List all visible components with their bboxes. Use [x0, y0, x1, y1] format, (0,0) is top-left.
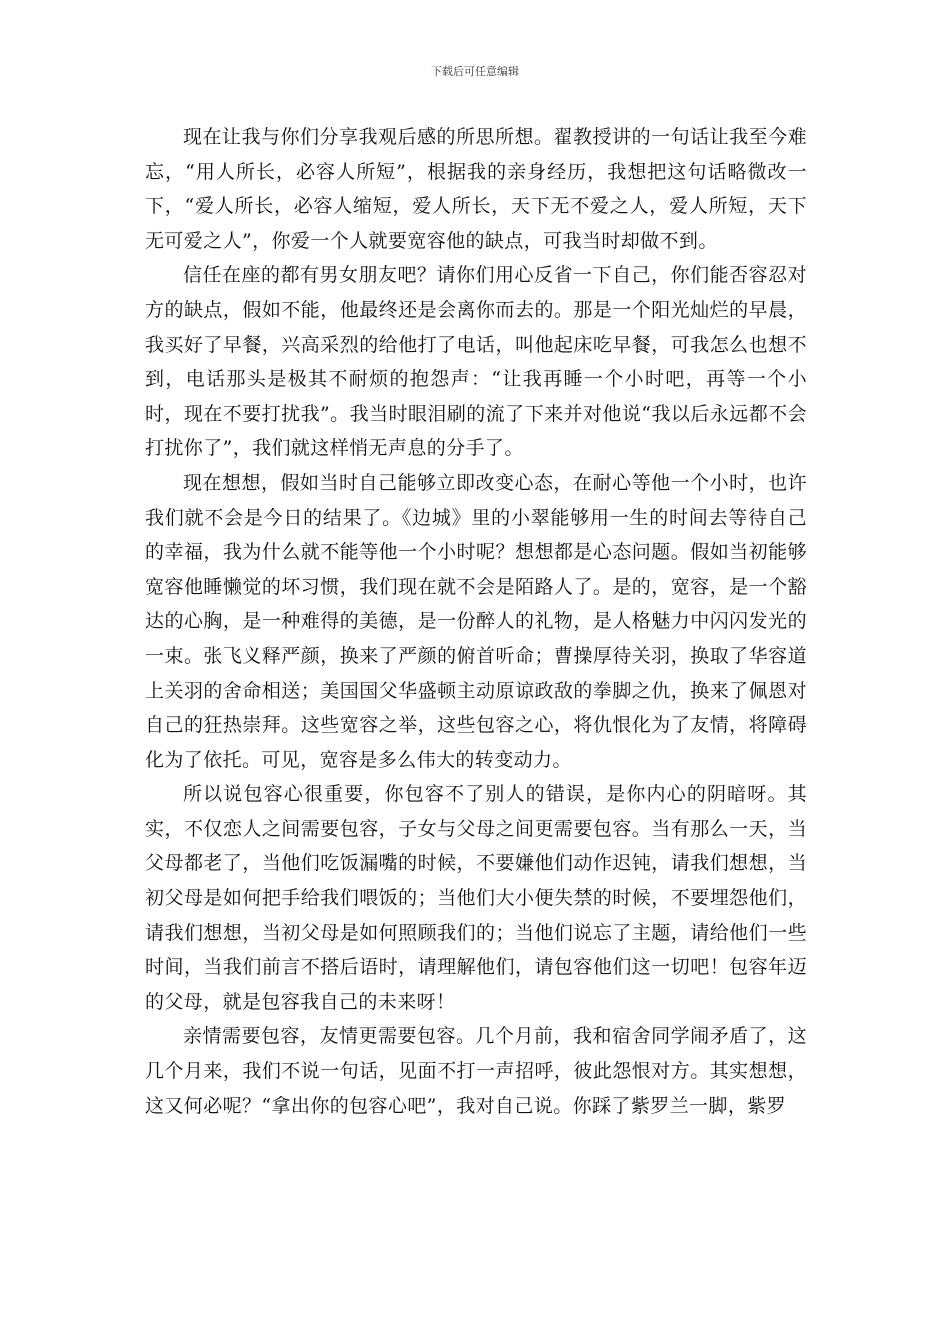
paragraph-5: 亲情需要包容，友情更需要包容。几个月前，我和宿舍同学闹矛盾了，这几个月来，我们不说一句话，见面不打一声招呼，彼此怨恨对方。其实想想，这又何必呢？“拿出你的包容心吧”，我对自己说。你踩了紫罗兰一脚，紫罗 [145, 1025, 807, 1117]
paragraph-1: 现在让我与你们分享我观后感的所思所想。翟教授讲的一句话让我至今难忘，“用人所长，必容人所短”，根据我的亲身经历，我想把这句话略微改一下，“爱人所长，必容人缩短，爱人所长，天下无不爱之人，爱人所短，天下无可爱之人”，你爱一个人就要宽容他的缺点，可我当时却做不到。 [145, 126, 807, 252]
paragraph-3: 现在想想，假如当时自己能够立即改变心态，在耐心等他一个小时，也许我们就不会是今日的结果了。《边城》里的小翠能够用一生的时间去等待自己的幸福，我为什么就不能等他一个小时呢？想想都是心态问题。假如当初能够宽容他睡懒觉的坏习惯，我们现在就不会是陌路人了。是的，宽容，是一个豁达的心胸，是一种难得的美德，是一份醉人的礼物，是人格魅力中闪闪发光的一束。张飞义释严颜，换来了严颜的俯首听命；曹操厚待关羽，换取了华容道上关羽的舍命相送；美国国父华盛顿主动原谅政敌的拳脚之仇，换来了佩恩对自己的狂热崇拜。这些宽容之举，这些包容之心，将仇恨化为了友情，将障碍化为了依托。可见，宽容是多么伟大的转变动力。 [145, 471, 807, 771]
document-body [145, 120, 807, 1123]
paragraph-4: 所以说包容心很重要，你包容不了别人的错误，是你内心的阴暗呀。其实，不仅恋人之间需要包容，子女与父母之间更需要包容。当有那么一天，当父母都老了，当他们吃饭漏嘴的时候，不要嫌他们动作迟钝，请我们想想，当初父母是如何把手给我们喂饭的；当他们大小便失禁的时候，不要埋怨他们，请我们想想，当初父母是如何照顾我们的；当他们说忘了主题，请给他们一些时间，当我们前言不搭后语时，请理解他们，请包容他们这一切吧！包容年迈的父母，就是包容我自己的未来呀！ [145, 783, 807, 1013]
paragraph-2: 信任在座的都有男女朋友吧？请你们用心反省一下自己，你们能否容忍对方的缺点，假如不能，他最终还是会离你而去的。那是一个阳光灿烂的早晨，我买好了早餐，兴高采烈的给他打了电话，叫他起床吃早餐，可我怎么也想不到，电话那头是极其不耐烦的抱怨声：“让我再睡一个小时吧，再等一个小时，现在不要打扰我”。我当时眼泪刷的流了下来并对他说“我以后永远都不会打扰你了”，我们就这样悄无声息的分手了。 [145, 264, 807, 460]
page-header-note: 下载后可任意编辑 [431, 65, 519, 78]
